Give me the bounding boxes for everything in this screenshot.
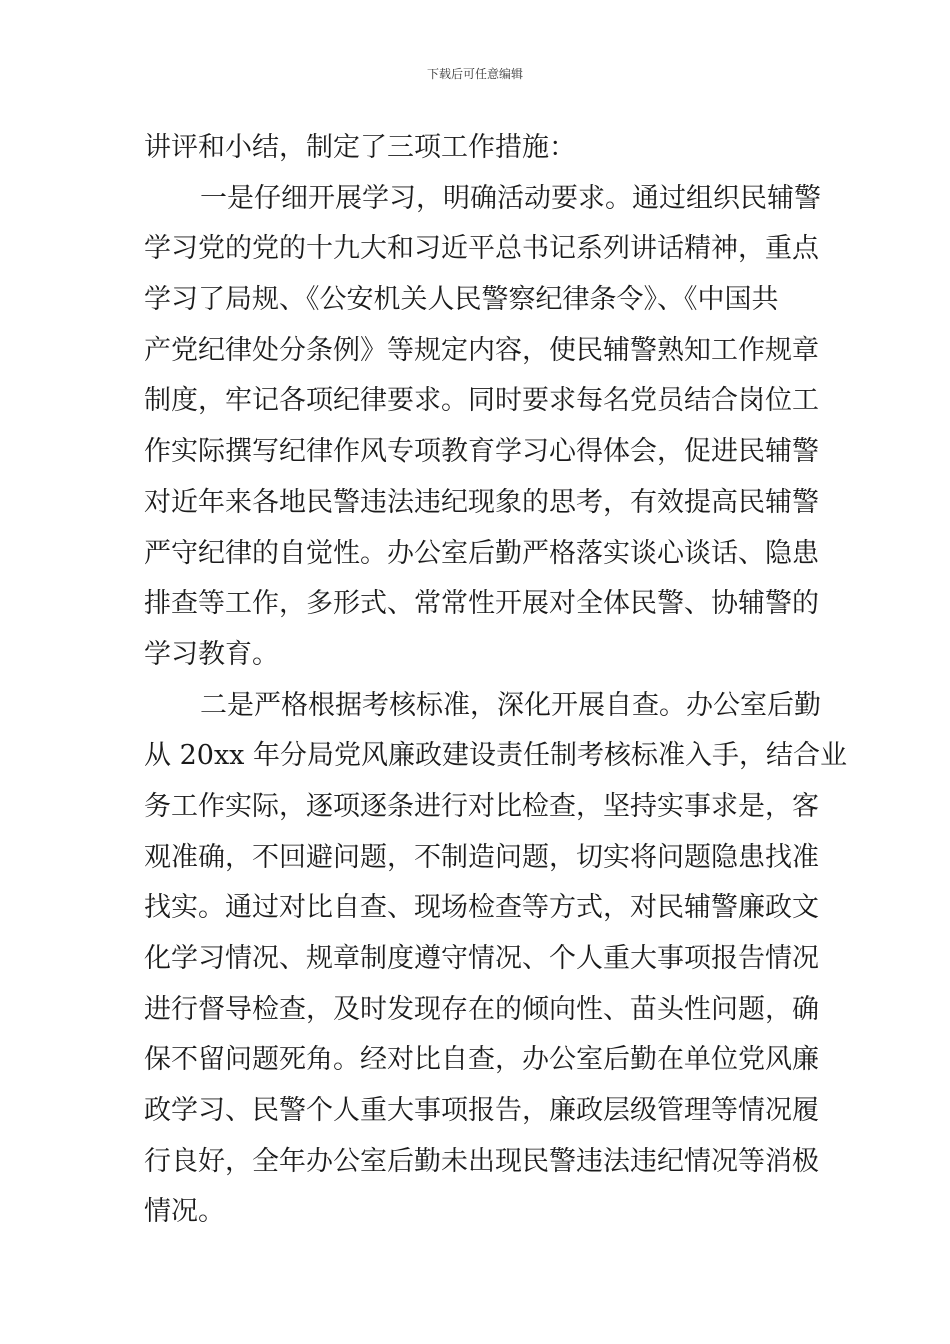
text-line: 政学习、民警个人重大事项报告，廉政层级管理等情况履: [144, 1095, 819, 1127]
text-line: 严守纪律的自觉性。办公室后勤严格落实谈心谈话、隐患: [144, 537, 819, 569]
text-line: 排查等工作，多形式、常常性开展对全体民警、协辅警的: [144, 588, 819, 620]
document-body: [144, 130, 847, 1245]
text-line: 对近年来各地民警违法违纪现象的思考，有效提高民辅警: [144, 486, 819, 518]
text-line: 保不留问题死角。经对比自查，办公室后勤在单位党风廉: [144, 1044, 819, 1076]
text-line: 行良好，全年办公室后勤未出现民警违法违纪情况等消极: [144, 1145, 819, 1177]
text-line: 找实。通过对比自查、现场检查等方式，对民辅警廉政文: [144, 892, 819, 924]
text-line: 学习了局规、《公安机关人民警察纪律条令》、《中国共: [144, 284, 779, 316]
text-line: 讲评和小结，制定了三项工作措施：: [144, 132, 576, 163]
page-header: 下载后可任意编辑: [426, 67, 523, 81]
text-line: 务工作实际，逐项逐条进行对比检查，坚持实事求是，客: [144, 790, 819, 822]
text-line: 情况。: [144, 1196, 225, 1228]
text-line: 从 20xx 年分局党风廉政建设责任制考核标准入手，结合业: [144, 740, 847, 772]
paragraph-start-line: 二是严格根据考核标准，深化开展自查。办公室后勤: [200, 689, 821, 721]
text-line: 作实际撰写纪律作风专项教育学习心得体会，促进民辅警: [144, 436, 819, 468]
text-line: 制度，牢记各项纪律要求。同时要求每名党员结合岗位工: [144, 385, 819, 417]
text-line: 学习党的党的十九大和习近平总书记系列讲话精神，重点: [144, 233, 819, 265]
text-line: 学习教育。: [144, 638, 279, 670]
text-line: 观准确，不回避问题，不制造问题，切实将问题隐患找准: [144, 841, 819, 873]
text-line: 化学习情况、规章制度遵守情况、个人重大事项报告情况: [144, 943, 819, 974]
text-line: 进行督导检查，及时发现存在的倾向性、苗头性问题，确: [144, 993, 819, 1025]
text-line: 产党纪律处分条例》等规定内容，使民辅警熟知工作规章: [144, 334, 819, 366]
paragraph-start-line: 一是仔细开展学习，明确活动要求。通过组织民辅警: [200, 182, 821, 214]
